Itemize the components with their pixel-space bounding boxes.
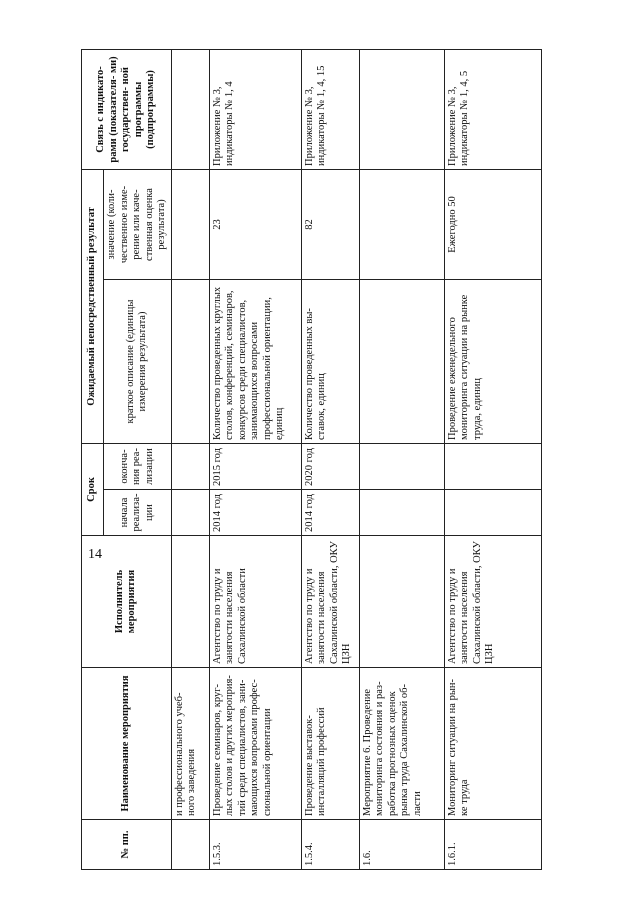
cell-name: Проведение выставок- инсталляций профессий bbox=[301, 668, 359, 820]
header-executor: Исполнитель мероприятия bbox=[82, 536, 172, 668]
cell-desc bbox=[359, 279, 444, 443]
cell-link: Приложение № 3, индикаторы № 1, 4, 15 bbox=[301, 49, 359, 169]
cell-end bbox=[444, 443, 541, 489]
cell-desc bbox=[171, 279, 209, 443]
cell-start bbox=[444, 490, 541, 536]
cell-end bbox=[171, 443, 209, 489]
header-result-desc: краткое описание (единицы измерения результата) bbox=[104, 279, 172, 443]
cell-name: Мероприятие 6. Проведение мониторинга состояния и раз- работка прогнозных оценок рынка труда Сахалинской об- ласти bbox=[359, 668, 444, 820]
cell-executor: Агентство по труду и занятости населения Сахалинской области, ОКУ ЦЗН bbox=[301, 536, 359, 668]
page-number: 14 bbox=[88, 547, 102, 562]
header-link: Связь с индикато- рами (показателя- ми) государствен- ной программы (подпрограммы) bbox=[82, 49, 172, 169]
table-row bbox=[444, 49, 541, 869]
cell-link: Приложение № 3, индикаторы № 1, 4, 5 bbox=[444, 49, 541, 169]
cell-end: 2020 год bbox=[301, 443, 359, 489]
cell-desc: Проведение еженедельного мониторинга ситуации на рынке труда, единиц bbox=[444, 279, 541, 443]
cell-link bbox=[171, 49, 209, 169]
program-activities-table bbox=[81, 49, 542, 870]
header-term-end: оконча- ния реа- лизации bbox=[104, 443, 172, 489]
cell-start bbox=[359, 490, 444, 536]
cell-value bbox=[171, 169, 209, 279]
cell-start: 2014 год bbox=[301, 490, 359, 536]
header-term-start: начала реализа- ции bbox=[104, 490, 172, 536]
cell-executor: Агентство по труду и занятости населения Сахалинской области bbox=[209, 536, 301, 668]
header-result: Ожидаемый непосредственный результат bbox=[82, 169, 104, 443]
cell-value: Ежегодно 50 bbox=[444, 169, 541, 279]
table-row bbox=[209, 49, 301, 869]
cell-num: 1.5.3. bbox=[209, 820, 301, 870]
cell-name: и профессионального учеб- ного заведения bbox=[171, 668, 209, 820]
cell-link: Приложение № 3, индикаторы № 1, 4 bbox=[209, 49, 301, 169]
cell-num: 1.6.1. bbox=[444, 820, 541, 870]
cell-start: 2014 год bbox=[209, 490, 301, 536]
cell-value bbox=[359, 169, 444, 279]
cell-end bbox=[359, 443, 444, 489]
header-name: Наименование мероприятия bbox=[82, 668, 172, 820]
cell-start bbox=[171, 490, 209, 536]
header-result-value: значение (коли- чественное изме- рение или каче- ственная оценка результата) bbox=[104, 169, 172, 279]
cell-name: Мониторинг ситуации на рын- ке труда bbox=[444, 668, 541, 820]
cell-name: Проведение семинаров, круг- лых столов и других мероприя- тий среди специалистов, зани- мающихся вопросами профес- сиональной ориентации bbox=[209, 668, 301, 820]
cell-num: 1.6. bbox=[359, 820, 444, 870]
cell-executor: Агентство по труду и занятости населения Сахалинской области, ОКУ ЦЗН bbox=[444, 536, 541, 668]
table-row bbox=[171, 49, 209, 869]
table-row bbox=[301, 49, 359, 869]
header-num: № пп. bbox=[82, 820, 172, 870]
cell-value: 23 bbox=[209, 169, 301, 279]
table-row bbox=[359, 49, 444, 869]
cell-executor bbox=[359, 536, 444, 668]
cell-end: 2015 год bbox=[209, 443, 301, 489]
cell-link bbox=[359, 49, 444, 169]
cell-value: 82 bbox=[301, 169, 359, 279]
rotated-table-container bbox=[81, 50, 535, 870]
cell-num bbox=[171, 820, 209, 870]
cell-desc: Количество проведенных вы- ставок, единиц bbox=[301, 279, 359, 443]
cell-num: 1.5.4. bbox=[301, 820, 359, 870]
cell-desc: Количество проведенных круглых столов, конференций, семинаров, конкурсов среди специалистов, занимающихся вопросами профессиональной ориентации, единиц bbox=[209, 279, 301, 443]
cell-executor bbox=[171, 536, 209, 668]
header-term: Срок bbox=[82, 443, 104, 535]
